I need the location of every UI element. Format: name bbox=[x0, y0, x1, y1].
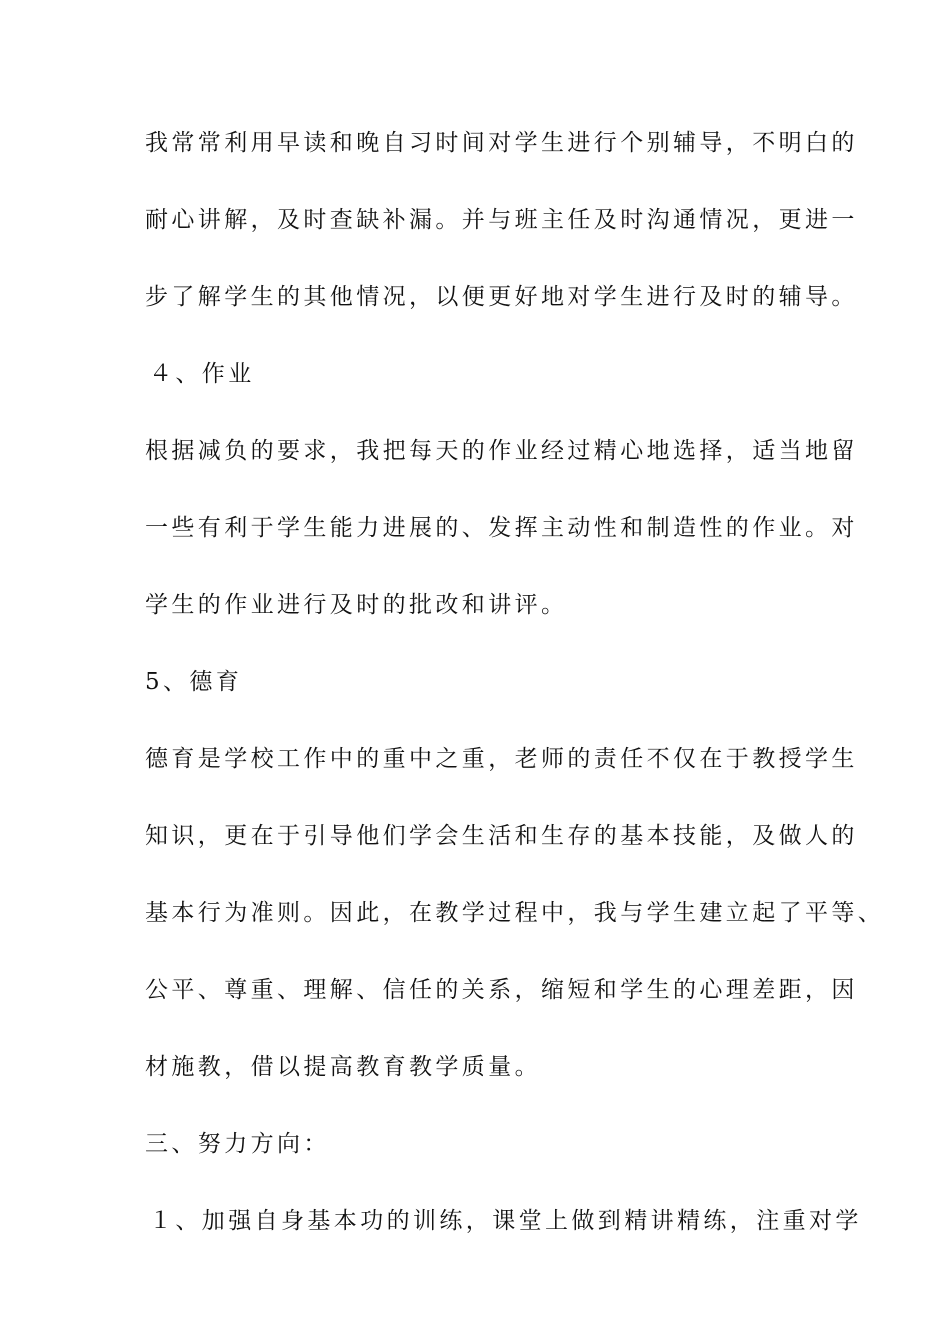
paragraph-line: 学生的作业进行及时的批改和讲评。 bbox=[145, 592, 568, 618]
paragraph-line: 我常常利用早读和晚自习时间对学生进行个别辅导，不明白的 bbox=[145, 130, 858, 156]
paragraph-line: 步了解学生的其他情况，以便更好地对学生进行及时的辅导。 bbox=[145, 284, 858, 310]
list-item: １、加强自身基本功的训练，课堂上做到精讲精练，注重对学 bbox=[149, 1208, 862, 1234]
section-heading-moral-education: 5、德育 bbox=[145, 669, 243, 695]
document-body bbox=[145, 128, 885, 1283]
paragraph-line: 基本行为准则。因此，在教学过程中，我与学生建立起了平等、 bbox=[145, 900, 885, 926]
paragraph-line: 根据减负的要求，我把每天的作业经过精心地选择，适当地留 bbox=[145, 438, 858, 464]
section-heading-homework: ４、作业 bbox=[149, 361, 255, 387]
section-heading-direction: 三、努力方向： bbox=[145, 1131, 330, 1157]
paragraph-line: 材施教，借以提高教育教学质量。 bbox=[145, 1054, 541, 1080]
paragraph-line: 一些有利于学生能力进展的、发挥主动性和制造性的作业。对 bbox=[145, 515, 858, 541]
paragraph-line: 德育是学校工作中的重中之重，老师的责任不仅在于教授学生 bbox=[145, 746, 858, 772]
paragraph-line: 耐心讲解，及时查缺补漏。并与班主任及时沟通情况，更进一 bbox=[145, 207, 858, 233]
paragraph-line: 知识，更在于引导他们学会生活和生存的基本技能，及做人的 bbox=[145, 823, 858, 849]
paragraph-line: 公平、尊重、理解、信任的关系，缩短和学生的心理差距，因 bbox=[145, 977, 858, 1003]
